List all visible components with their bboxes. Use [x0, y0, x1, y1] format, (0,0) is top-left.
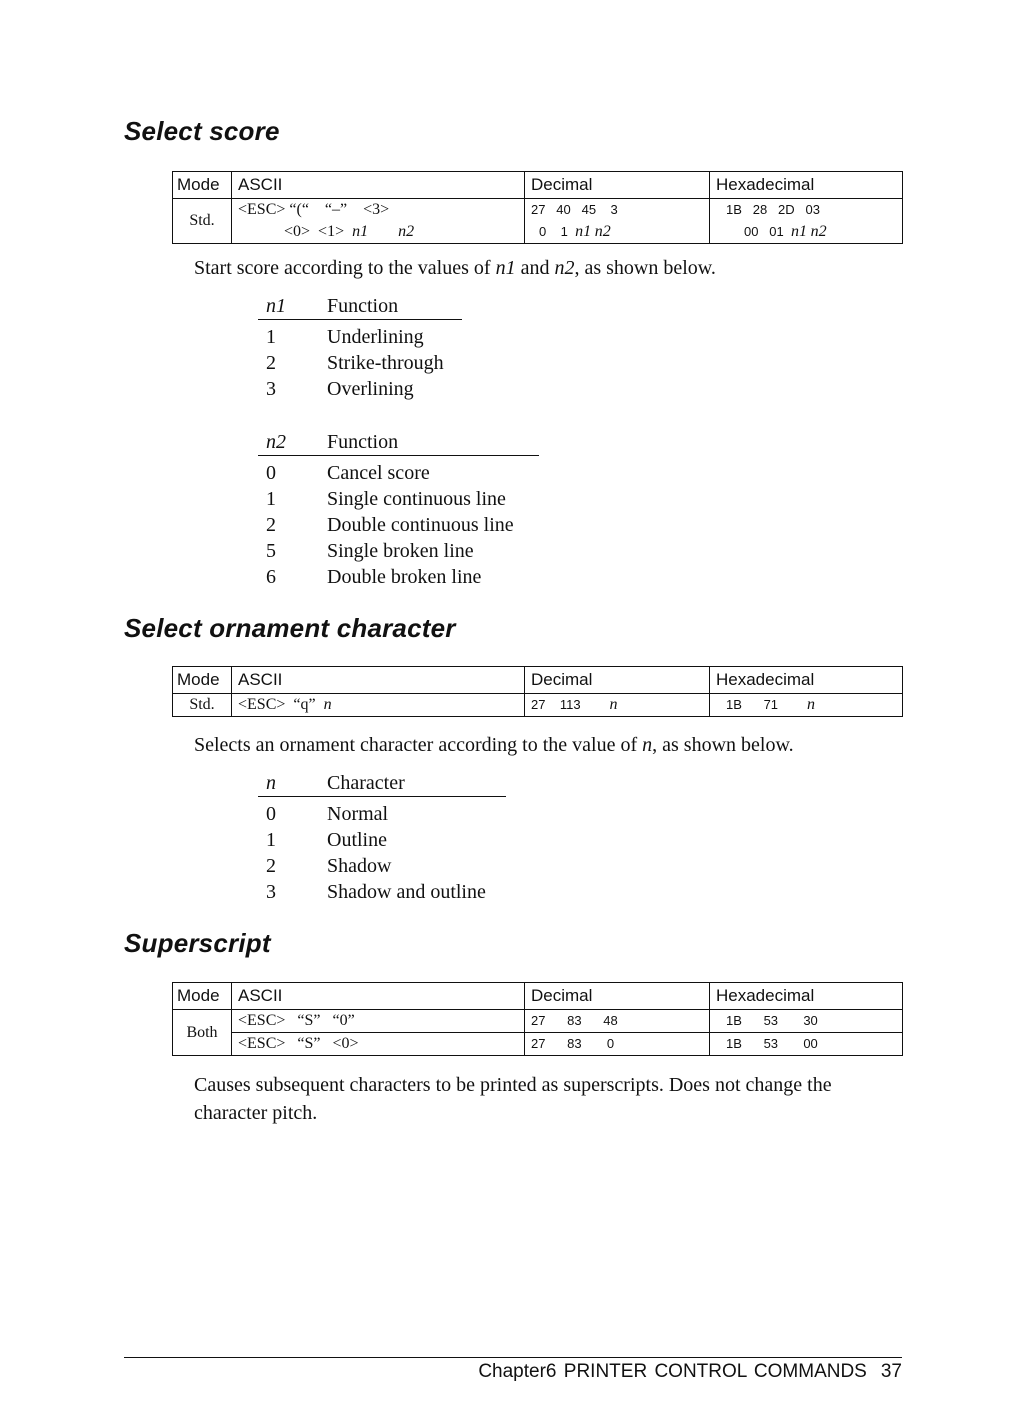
hex-cell	[710, 1033, 903, 1056]
function-cell: Single broken line	[327, 540, 474, 562]
table-row	[258, 350, 462, 376]
ascii-line: <ESC> “S” “0”	[238, 1012, 355, 1029]
table-row	[173, 1033, 903, 1056]
table-row	[173, 199, 903, 244]
table-row	[258, 486, 539, 512]
ascii-line	[238, 694, 518, 716]
character-cell: Shadow	[327, 855, 392, 877]
n2-function-table	[258, 429, 539, 590]
value-cell: 2	[266, 514, 276, 536]
table-row	[258, 827, 506, 853]
decimal-line-1: 27 40 45 3	[531, 202, 618, 217]
ascii-line: <ESC> “S” <0>	[238, 1035, 359, 1052]
ascii-cell	[232, 199, 525, 244]
page-number: 37	[880, 1361, 902, 1382]
ascii-line-2	[238, 221, 518, 243]
value-cell: 1	[266, 829, 276, 851]
character-cell: Outline	[327, 829, 387, 851]
function-cell: Underlining	[327, 326, 424, 348]
decimal-header: Decimal	[525, 983, 710, 1010]
hex-text: 1B 71	[726, 697, 807, 712]
ornament-table-header	[258, 770, 506, 797]
decimal-header: Decimal	[525, 667, 710, 694]
decimal-line-2-text: 0 1	[539, 224, 576, 239]
value-cell: 3	[266, 881, 276, 903]
superscript-command-table	[172, 982, 903, 1056]
hex-cell	[710, 694, 903, 717]
desc-text-a: Selects an ornament character according to the value of	[194, 734, 643, 756]
hex-line: 1B 53 30	[726, 1013, 818, 1028]
decimal-text: 27 113	[531, 697, 610, 712]
mode-header: Mode	[173, 667, 232, 694]
table-row	[258, 324, 462, 350]
section-title-superscript: Superscript	[124, 928, 271, 958]
ascii-n: n	[323, 696, 332, 713]
table-row	[258, 376, 462, 402]
desc-n2: n2	[554, 257, 575, 279]
table-row	[258, 801, 506, 827]
character-cell: Shadow and outline	[327, 881, 486, 903]
hex-header: Hexadecimal	[710, 172, 903, 199]
character-col-header: Character	[327, 772, 405, 794]
function-cell: Double broken line	[327, 566, 482, 588]
ascii-line-2-text: <0> <1>	[284, 223, 353, 240]
function-cell: Strike-through	[327, 352, 444, 374]
value-cell: 1	[266, 488, 276, 510]
value-cell: 2	[266, 352, 276, 374]
table-row	[258, 538, 539, 564]
table-row	[258, 564, 539, 590]
decimal-cell	[525, 199, 710, 244]
value-cell: 5	[266, 540, 276, 562]
decimal-line	[531, 694, 703, 716]
mode-header: Mode	[173, 983, 232, 1010]
ornament-character-table	[258, 770, 506, 905]
hex-n2: n2	[810, 223, 827, 240]
table-row	[258, 512, 539, 538]
function-cell: Overlining	[327, 378, 414, 400]
table-row	[173, 1010, 903, 1033]
decimal-line: 27 83 48	[531, 1013, 618, 1028]
mode-cell: Both	[173, 1010, 232, 1056]
section-title-select-score: Select score	[124, 116, 280, 146]
n1-table-header	[258, 293, 462, 320]
desc-n1: n1	[495, 257, 516, 279]
page-footer	[478, 1361, 902, 1383]
decimal-cell	[525, 1010, 710, 1033]
value-cell: 1	[266, 326, 276, 348]
n-col-header: n	[266, 772, 276, 794]
ascii-text: <ESC> “q”	[238, 696, 324, 713]
hex-line-2-text: 00 01	[744, 224, 791, 239]
ascii-cell	[232, 694, 525, 717]
mode-cell: Std.	[173, 199, 232, 244]
desc-text-b: and	[515, 257, 555, 279]
value-cell: 3	[266, 378, 276, 400]
desc-text-b: , as shown below.	[652, 734, 794, 756]
hex-cell	[710, 1010, 903, 1033]
decimal-header: Decimal	[525, 172, 710, 199]
table-row	[173, 694, 903, 717]
hex-cell	[710, 199, 903, 244]
table-row	[258, 853, 506, 879]
decimal-n1: n1	[575, 223, 592, 240]
hex-line	[716, 694, 896, 716]
footer-chapter: Chapter6 PRINTER CONTROL COMMANDS	[478, 1361, 867, 1382]
function-col-header: Function	[327, 431, 399, 453]
value-cell: 6	[266, 566, 276, 588]
hex-n1: n1	[790, 223, 807, 240]
table-row	[258, 460, 539, 486]
decimal-line: 27 83 0	[531, 1036, 615, 1051]
section-title-select-ornament-character: Select ornament character	[124, 613, 456, 643]
hex-n: n	[806, 696, 815, 713]
ascii-header: ASCII	[232, 172, 525, 199]
function-cell: Double continuous line	[327, 514, 514, 536]
n1-function-table	[258, 293, 462, 402]
function-cell: Cancel score	[327, 462, 430, 484]
n1-col-header: n1	[266, 295, 286, 317]
table-header-row	[173, 172, 903, 199]
select-score-description	[194, 254, 906, 282]
ascii-header: ASCII	[232, 667, 525, 694]
decimal-cell	[525, 694, 710, 717]
superscript-description: Causes subsequent characters to be printed as superscripts. Does not change the character pitch.	[194, 1074, 832, 1124]
ascii-line-1: <ESC> “(“ “–” <3>	[238, 201, 390, 218]
desc-n: n	[642, 734, 653, 756]
hex-line-1: 1B 28 2D 03	[726, 202, 820, 217]
desc-text-c: , as shown below.	[574, 257, 716, 279]
ascii-cell	[232, 1033, 525, 1056]
n2-col-header: n2	[266, 431, 286, 453]
select-ornament-command-table	[172, 666, 903, 717]
decimal-n2: n2	[594, 223, 611, 240]
hex-line-2	[716, 221, 896, 243]
decimal-line-2	[531, 221, 703, 243]
value-cell: 2	[266, 855, 276, 877]
table-header-row	[173, 983, 903, 1010]
ascii-n1: n1	[352, 223, 369, 240]
function-cell: Single continuous line	[327, 488, 506, 510]
decimal-cell	[525, 1033, 710, 1056]
ascii-n2: n2	[398, 223, 415, 240]
mode-cell: Std.	[173, 694, 232, 717]
value-cell: 0	[266, 462, 276, 484]
footer-rule	[124, 1357, 902, 1358]
ascii-cell	[232, 1010, 525, 1033]
table-header-row	[173, 667, 903, 694]
desc-text-a: Start score according to the values of	[194, 257, 496, 279]
hex-line: 1B 53 00	[726, 1036, 818, 1051]
select-ornament-description	[194, 731, 906, 759]
select-score-command-table	[172, 171, 903, 244]
table-row	[258, 879, 506, 905]
hex-header: Hexadecimal	[710, 983, 903, 1010]
function-col-header: Function	[327, 295, 399, 317]
decimal-n: n	[609, 696, 618, 713]
mode-header: Mode	[173, 172, 232, 199]
value-cell: 0	[266, 803, 276, 825]
n2-table-header	[258, 429, 539, 456]
hex-header: Hexadecimal	[710, 667, 903, 694]
character-cell: Normal	[327, 803, 389, 825]
ascii-header: ASCII	[232, 983, 525, 1010]
